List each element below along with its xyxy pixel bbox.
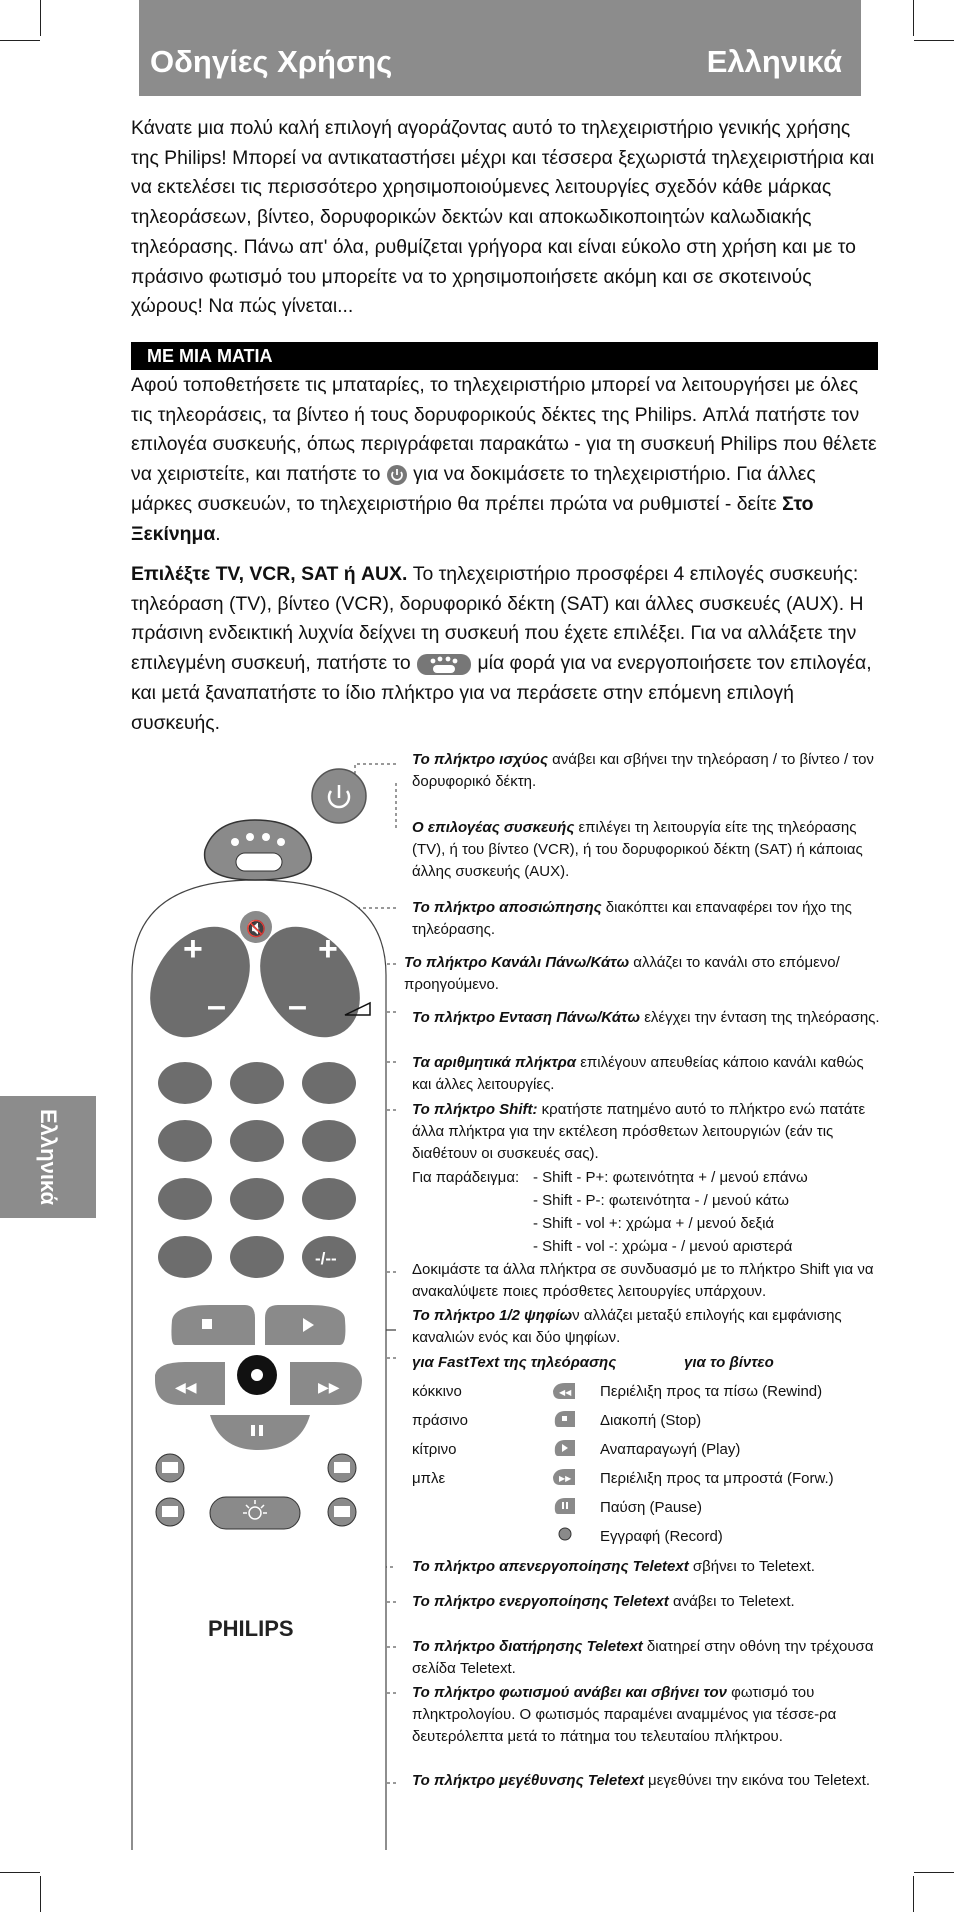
desc-title: Τα αριθμητικά πλήκτρα [412, 1054, 577, 1071]
desc-text: επιλέγουν απευθείας κάποιο κανάλι καθώς και άλλες λειτουργίες. [412, 1054, 864, 1093]
crop-mark [40, 0, 41, 36]
crop-mark [0, 40, 40, 41]
section-title: ΜΕ ΜΙΑ ΜΑΤΙΑ [147, 346, 273, 366]
vcr-key-icons [550, 1381, 580, 1551]
desc-title: Το πλήκτρο μεγέθυνσης Teletext [412, 1772, 644, 1789]
intro-paragraph: Κάνατε μια πολύ καλή επιλογή αγοράζοντας αυτό το τηλεχειριστήριο γενικής χρήσης της Philips! Μπορεί να αντικαταστήσει μέχρι και τέσσερα ξεχωριστά τηλεχειριστήρια και να εκτελέσει τις περισσότερο χρησιμοποιούμενες λειτουργίες σχεδόν κάθε μάρκας τηλεοράσεων, βίντεο, δορυφορικών δεκτών και αποκωδικοποιητών καλωδιακής τηλεόρασης. Πάνω απ' όλα, ρυθμίζεται γρήγορα και είναι εύκολο στη χρήση και με το πράσινο φωτισμό του μπορείτε να το χρησιμοποιήσετε ακόμη και σε σκοτεινούς χώρους! Να πώς γίνεται... [131, 117, 875, 318]
shift-example: - Shift - vol +: χρώμα + / μενού δεξιά [533, 1215, 775, 1232]
color-yellow: κίτρινο [412, 1441, 457, 1458]
power-key-desc [412, 749, 882, 793]
svg-text:▶▶: ▶▶ [318, 1380, 340, 1396]
vcr-play: Αναπαραγωγή (Play) [600, 1441, 741, 1458]
text-fragment: . [215, 522, 221, 545]
device-select-paragraph [131, 560, 878, 738]
digit-key-desc [412, 1305, 882, 1349]
desc-title: Ο επιλογέας συσκευής [412, 819, 575, 836]
vcr-pause: Παύση (Pause) [600, 1499, 702, 1516]
overview-paragraph [131, 371, 878, 549]
crop-mark [913, 1876, 914, 1912]
desc-title: Το πλήκτρο Shift: [412, 1101, 538, 1118]
selector-key-desc [412, 817, 882, 883]
light-key-desc [412, 1682, 882, 1748]
desc-title: Το πλήκτρο Κανάλι Πάνω/Κάτω [404, 954, 630, 971]
shift-example: - Shift - P+: φωτεινότητα + / μενού επάνω [533, 1169, 808, 1186]
svg-text:–: – [207, 987, 226, 1025]
philips-logo: PHILIPS [208, 1616, 294, 1641]
desc-text: ν αλλάζει μεταξύ επιλογής και εμφάνισης καναλιών ενός και δύο ψηφίων. [412, 1307, 842, 1346]
example-intro: Για παράδειγμα: [412, 1169, 520, 1186]
color-green: πράσινο [412, 1412, 468, 1429]
language-title: Ελληνικά [706, 44, 842, 79]
fasttext-header: για FastText της τηλεόρασης [412, 1354, 617, 1371]
volume-key-desc [412, 1007, 882, 1029]
channel-key-desc [404, 952, 874, 996]
vcr-forward: Περιέλιξη προς τα μπροστά (Forw.) [600, 1470, 834, 1487]
svg-text:◀◀: ◀◀ [559, 1388, 572, 1397]
crop-mark [914, 1872, 954, 1873]
shift-try-more: Δοκιμάστε τα άλλα πλήκτρα σε συνδυασμό με το πλήκτρο Shift για να ανακαλύψετε ποιες πρόσθετες λειτουργίες υπάρχουν. [412, 1261, 874, 1300]
crop-mark [914, 40, 954, 41]
crop-mark [40, 1876, 41, 1912]
shift-key-desc [412, 1099, 882, 1165]
crop-mark [0, 1872, 40, 1873]
teletext-on-desc [412, 1591, 882, 1613]
shift-example: - Shift - P-: φωτεινότητα - / μενού κάτω [533, 1192, 789, 1209]
svg-text:+: + [183, 930, 203, 968]
desc-text: διακόπτει και επαναφέρει τον ήχο της τηλεόρασης. [412, 899, 852, 938]
text-fragment: για να δοκιμάσετε το τηλεχειριστήριο. Για άλλες μάρκες συσκευών, το τηλεχειριστήριο θα πρέπει πρώτα να ρυθμιστεί - δείτε [131, 463, 816, 515]
forward-key-icon [553, 1469, 575, 1485]
stop-key-icon [555, 1411, 575, 1427]
desc-title: Το πλήκτρο αποσιώπησης [412, 899, 602, 916]
play-key-icon [555, 1440, 575, 1456]
teletext-off-desc [412, 1556, 882, 1578]
desc-text: ανάβει το Teletext. [672, 1593, 795, 1610]
desc-title: Το πλήκτρο διατήρησης Teletext [412, 1638, 643, 1655]
desc-text: επιλέγει τη λειτουργία είτε της τηλεόρασης (TV), ή του βίντεο (VCR), ή του δορυφορικού δέκτη (SAT) ή κάποιας άλλης συσκευής (AUX). [412, 819, 863, 880]
vcr-record: Εγγραφή (Record) [600, 1528, 723, 1545]
desc-text: ανάβει και σβήνει την τηλεόραση / το βίντεο / τον δορυφορικό δέκτη. [412, 751, 874, 790]
desc-title: Το πλήκτρο φωτισμού ανάβει και σβήνει τον [412, 1684, 727, 1701]
numeric-keys-desc [412, 1052, 882, 1096]
digit-key-label: -/-- [315, 1249, 337, 1268]
desc-text: αλλάζει το κανάλι στο επόμενο/προηγούμενο. [404, 954, 840, 993]
desc-text: φωτισμό του πληκτρολογίου. Ο φωτισμός παραμένει αναμμένος για τέσσε-ρα δευτερόλεπτα μετά το πάτημα του τελευταίου πλήκτρου. [412, 1684, 837, 1745]
desc-title: Το πλήκτρο απενεργοποίησης Teletext [412, 1558, 689, 1575]
desc-title: Το πλήκτρο Ενταση Πάνω/Κάτω [412, 1009, 641, 1026]
svg-text:–: – [288, 987, 307, 1025]
device-select-heading: Επιλέξτε TV, VCR, SAT ή AUX. [131, 563, 408, 585]
desc-title: Το πλήκτρο ενεργοποίησης Teletext [412, 1593, 669, 1610]
teletext-hold-desc [412, 1636, 882, 1680]
section-header [131, 342, 878, 370]
desc-text: μεγεθύνει την εικόνα του Teletext. [648, 1772, 871, 1789]
rewind-key-icon [553, 1383, 575, 1399]
pause-key-icon [555, 1498, 575, 1514]
page-header [139, 0, 861, 96]
svg-text:◀◀: ◀◀ [175, 1380, 197, 1396]
svg-text:+: + [318, 930, 338, 968]
remote-control-diagram [0, 740, 420, 1850]
desc-text: σβήνει το Teletext. [692, 1558, 815, 1575]
mute-key-desc [412, 897, 882, 941]
color-blue: μπλε [412, 1470, 446, 1487]
power-button-icon [386, 464, 408, 486]
page-title: Οδηγίες Χρήσης [150, 44, 393, 79]
text-fragment: μία φορά για να ενεργοποιήσετε τον επιλογέα, και μετά ξαναπατήστε το ίδιο πλήκτρο για να περάσετε στην επόμενη επιλογή συσκευής. [131, 652, 872, 734]
teletext-size-desc [412, 1770, 882, 1792]
shift-example: - Shift - vol -: χρώμα - / μενού αριστερά [533, 1238, 793, 1255]
desc-text: κρατήστε πατημένο αυτό το πλήκτρο ενώ πατάτε άλλα πλήκτρα για την εκτέλεση πρόσθετων λειτουργιών (εάν τις διαθέτουν οι συσκευές σας). [412, 1101, 866, 1162]
vcr-rewind: Περιέλιξη προς τα πίσω (Rewind) [600, 1383, 823, 1400]
color-red: κόκκινο [412, 1383, 462, 1400]
crop-mark [913, 0, 914, 36]
desc-text: διατηρεί στην οθόνη την τρέχουσα σελίδα Teletext. [412, 1638, 874, 1677]
text-fragment: Αφού τοποθετήσετε τις μπαταρίες, το τηλεχειριστήριο μπορεί να λειτουργήσει με όλες τις τηλεοράσεις, τα βίντεο ή τους δορυφορικούς δέκτες της Philips. Απλά πατήστε τον επιλογέα συσκευής, όπως περιγράφεται παρακάτω - για τη συσκευή Philips που θέλετε να χειριστείτε, και πατήστε το [131, 374, 877, 486]
side-tab-label: Ελληνικά [36, 1109, 61, 1205]
text-fragment: Το τηλεχειριστήριο προσφέρει 4 επιλογές συσκευής: τηλεόραση (TV), βίντεο (VCR), δορυφορικό δέκτη (SAT) και άλλες συσκευές (AUX). Η πράσινη ενδεικτική λυχνία δείχνει τη συσκευή που έχετε επιλέξει. Για να αλλάξετε την επιλεγμένη συσκευή, πατήστε το [131, 563, 864, 675]
desc-title: Το πλήκτρο 1/2 ψηφίω [412, 1307, 573, 1324]
svg-text:▶▶: ▶▶ [559, 1474, 572, 1483]
desc-text: ελέγχει την ένταση της τηλεόρασης. [644, 1009, 880, 1026]
desc-title: Το πλήκτρο ισχύος [412, 751, 548, 768]
record-key-icon [559, 1528, 571, 1540]
vcr-stop: Διακοπή (Stop) [600, 1412, 702, 1429]
svg-text:🔇: 🔇 [246, 919, 266, 938]
device-selector-icon [416, 651, 472, 677]
vcr-header: για το βίντεο [684, 1354, 774, 1371]
getting-started-link-text: Στο Ξεκίνημα [131, 492, 814, 545]
